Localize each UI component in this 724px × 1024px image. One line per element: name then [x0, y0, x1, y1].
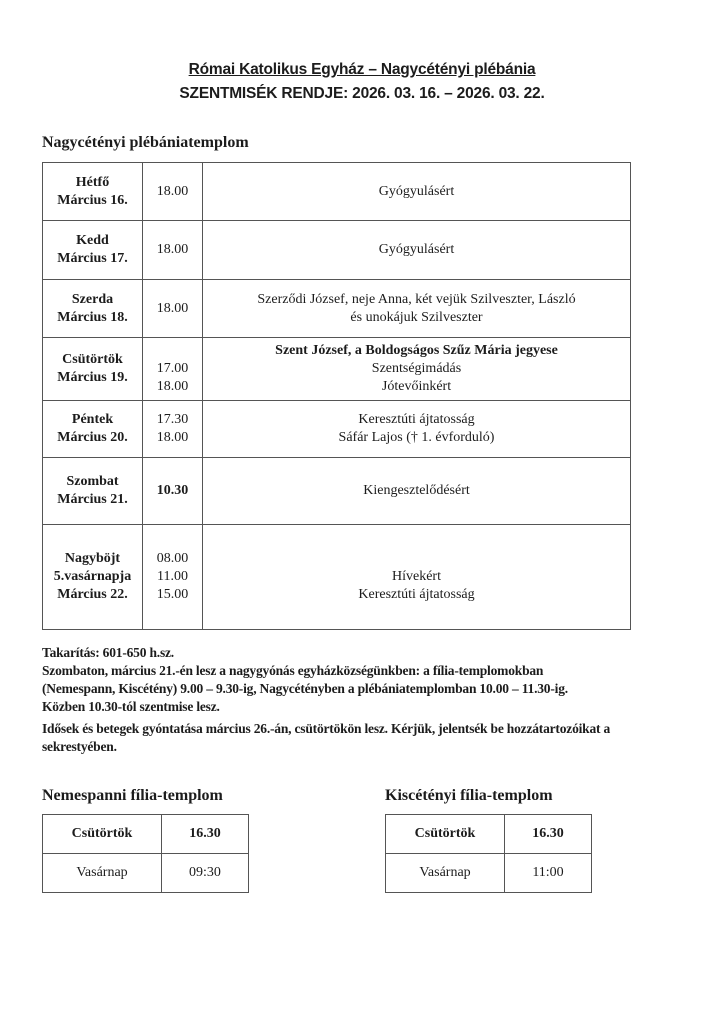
day-cell	[43, 458, 143, 525]
document-body	[42, 133, 724, 893]
day-line: Március 21.	[57, 492, 128, 507]
filia-heading-nemespann: Nemespanni fília-templom	[42, 787, 223, 804]
filia-time-cell: 16.30	[505, 815, 592, 854]
intention-line: és unokájuk Szilveszter	[350, 309, 483, 325]
mass-table-row	[43, 338, 631, 401]
mass-table-row	[43, 458, 631, 525]
filia-church-kiscéteny	[385, 786, 645, 893]
intention-cell	[203, 338, 631, 401]
day-cell	[43, 338, 143, 401]
time-line: 10.30	[156, 483, 189, 498]
time-line: 18.00	[156, 430, 189, 445]
day-cell	[43, 221, 143, 280]
time-line: 15.00	[156, 587, 189, 602]
mass-table-body	[43, 163, 631, 630]
intention-cell	[203, 163, 631, 221]
day-line: Március 20.	[57, 430, 128, 445]
filia-table-row	[43, 854, 249, 893]
filia-time-cell: 16.30	[162, 815, 249, 854]
day-line: Kedd	[76, 233, 109, 248]
intention-cell	[203, 401, 631, 458]
document-title: Római Katolikus Egyház – Nagycétényi plébánia	[188, 61, 536, 78]
filia-day-cell: Csütörtök	[386, 815, 505, 854]
filia-church-nemespann	[42, 786, 385, 893]
filia-table-body-kisceteny	[386, 815, 592, 893]
filia-table-nemespann	[42, 814, 249, 893]
day-line: Péntek	[71, 412, 114, 427]
mass-table-row	[43, 163, 631, 221]
time-cell	[143, 458, 203, 525]
note-line: (Nemespann, Kiscétény) 9.00 – 9.30-ig, Nagycétényben a plébániatemplomban 10.00 – 11.30-ig.	[42, 681, 568, 696]
intention-line: Szent József, a Boldogságos Szűz Mária jegyese	[275, 343, 558, 358]
mass-table-row	[43, 401, 631, 458]
filia-table-row	[43, 815, 249, 854]
time-cell	[143, 280, 203, 338]
mass-table-row	[43, 221, 631, 280]
intention-line	[207, 550, 626, 568]
intention-cell	[203, 221, 631, 280]
filia-table-body-nemespann	[43, 815, 249, 893]
filia-heading-kisceteny: Kiscétényi fília-templom	[385, 787, 553, 804]
day-line: Szerda	[71, 291, 114, 307]
day-line: Március 17.	[57, 251, 128, 266]
day-line: Nagyböjt	[64, 551, 121, 566]
time-line: 18.00	[156, 183, 189, 199]
time-line	[147, 342, 198, 360]
note-line: Idősek és betegek gyóntatása március 26.-án, csütörtökön lesz. Kérjük, jelentsék be hozzátartozóikat a	[42, 721, 611, 736]
day-cell	[43, 163, 143, 221]
time-cell	[143, 525, 203, 630]
time-line: 18.00	[156, 379, 189, 394]
day-cell	[43, 280, 143, 338]
intention-line: Kiengesztelődésért	[363, 483, 470, 498]
day-cell	[43, 401, 143, 458]
time-cell	[143, 338, 203, 401]
time-line: 17.30	[156, 412, 189, 427]
intention-line: Hívekért	[392, 569, 441, 584]
filia-section	[42, 786, 724, 893]
day-line: Szombat	[66, 474, 119, 489]
note-line: Közben 10.30-tól szentmise lesz.	[42, 699, 220, 714]
intention-line: Sáfár Lajos († 1. évforduló)	[338, 430, 495, 445]
mass-table-row	[43, 280, 631, 338]
filia-day-cell: Vasárnap	[43, 854, 162, 893]
notes-paragraph-1	[42, 644, 724, 716]
day-line: 5.vasárnapja	[53, 569, 132, 584]
day-line: Március 19.	[57, 370, 128, 385]
main-church-heading: Nagycétényi plébániatemplom	[42, 134, 249, 151]
mass-table-row	[43, 525, 631, 630]
intention-line: Keresztúti ájtatosság	[358, 587, 475, 602]
day-line: Március 18.	[57, 309, 128, 325]
filia-day-cell: Csütörtök	[43, 815, 162, 854]
intention-line: Jótevőinkért	[381, 379, 452, 394]
day-line: Csütörtök	[62, 352, 123, 367]
day-cell	[43, 525, 143, 630]
document-header	[0, 0, 724, 106]
time-line: 08.00	[156, 551, 189, 566]
note-line: Szombaton, március 21.-én lesz a nagygyónás egyházközségünkben: a fília-templomokban	[42, 663, 544, 678]
mass-schedule-table	[42, 162, 631, 630]
intention-line: Gyógyulásért	[378, 242, 455, 257]
document-subtitle: SZENTMISÉK RENDJE: 2026. 03. 16. – 2026. 03. 22.	[179, 85, 545, 102]
filia-time-cell: 09:30	[162, 854, 249, 893]
time-cell	[143, 401, 203, 458]
time-cell	[143, 163, 203, 221]
filia-table-row	[386, 854, 592, 893]
filia-table-kisceteny	[385, 814, 592, 893]
intention-line: Keresztúti ájtatosság	[358, 412, 475, 427]
note-line: sekrestyében.	[42, 739, 117, 754]
time-line: 11.00	[157, 569, 188, 584]
intention-cell	[203, 280, 631, 338]
time-line: 17.00	[156, 361, 189, 376]
intention-line: Szerződi József, neje Anna, két vejük Szilveszter, László	[257, 291, 576, 307]
time-line: 18.00	[156, 300, 189, 316]
filia-table-row	[386, 815, 592, 854]
intention-line: Szentségimádás	[371, 361, 462, 376]
notes-paragraph-2	[42, 720, 724, 756]
time-line: 18.00	[156, 242, 189, 257]
intention-cell	[203, 458, 631, 525]
filia-day-cell: Vasárnap	[386, 854, 505, 893]
time-cell	[143, 221, 203, 280]
intention-line: Gyógyulásért	[378, 183, 455, 199]
filia-time-cell: 11:00	[505, 854, 592, 893]
note-line: Takarítás: 601-650 h.sz.	[42, 645, 174, 660]
day-line: Hétfő	[75, 174, 110, 190]
day-line: Március 22.	[57, 587, 128, 602]
day-line: Március 16.	[57, 192, 128, 208]
notes-section	[42, 644, 724, 756]
intention-cell	[203, 525, 631, 630]
